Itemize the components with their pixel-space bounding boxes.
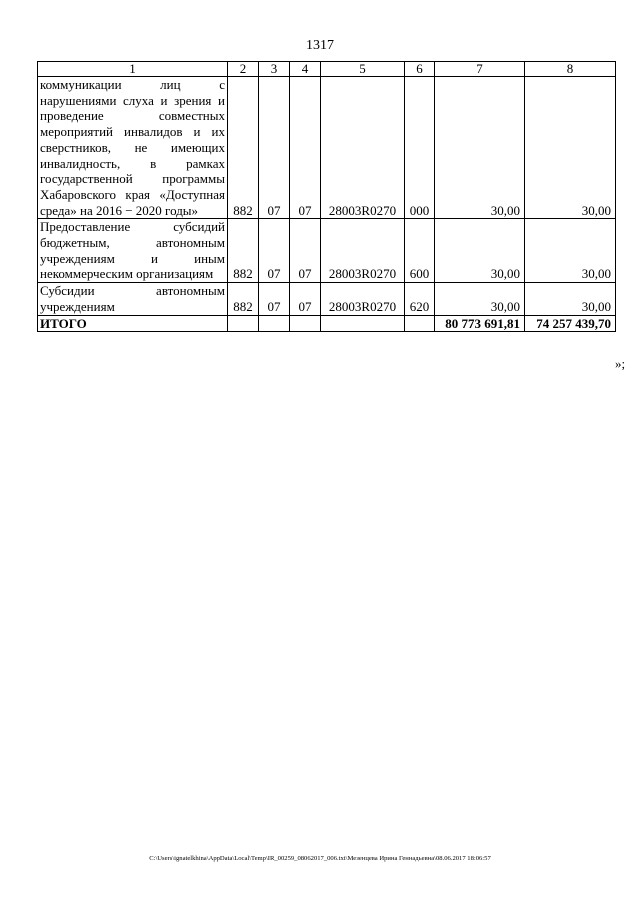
page-number: 1317 bbox=[306, 38, 334, 53]
footer-file-path: C:\Users\ignatelkhina\AppData\Local\Temp\IR_00259_08062017_006.txt\Мезенцева Ирина Геннадьевна\08.06.2017 18:06:57 bbox=[149, 855, 491, 862]
cell-subsection: 07 bbox=[290, 77, 321, 219]
empty-cell bbox=[228, 315, 259, 332]
cell-subsection: 07 bbox=[290, 219, 321, 283]
total-row bbox=[38, 315, 616, 332]
cell-section: 07 bbox=[259, 77, 290, 219]
budget-table bbox=[37, 61, 616, 332]
header-cell: 2 bbox=[228, 62, 259, 77]
cell-grbs: 882 bbox=[228, 283, 259, 315]
cell-amount-8: 30,00 bbox=[525, 77, 616, 219]
cell-expense-type: 000 bbox=[405, 77, 435, 219]
cell-target-article: 28003R0270 bbox=[321, 283, 405, 315]
cell-amount-7: 30,00 bbox=[435, 77, 525, 219]
cell-amount-8: 30,00 bbox=[525, 219, 616, 283]
total-label: ИТОГО bbox=[38, 315, 228, 332]
cell-amount-7: 30,00 bbox=[435, 283, 525, 315]
header-cell: 7 bbox=[435, 62, 525, 77]
total-amount-8: 74 257 439,70 bbox=[525, 315, 616, 332]
cell-target-article: 28003R0270 bbox=[321, 219, 405, 283]
closing-mark: »; bbox=[615, 356, 626, 371]
empty-cell bbox=[290, 315, 321, 332]
row-name: Субсидии автономным учреждениям bbox=[38, 283, 228, 315]
total-amount-7: 80 773 691,81 bbox=[435, 315, 525, 332]
header-cell: 8 bbox=[525, 62, 616, 77]
cell-expense-type: 620 bbox=[405, 283, 435, 315]
header-cell: 6 bbox=[405, 62, 435, 77]
cell-section: 07 bbox=[259, 283, 290, 315]
cell-target-article: 28003R0270 bbox=[321, 77, 405, 219]
cell-subsection: 07 bbox=[290, 283, 321, 315]
cell-grbs: 882 bbox=[228, 219, 259, 283]
empty-cell bbox=[321, 315, 405, 332]
table-row bbox=[38, 77, 616, 219]
row-name: Предоставление субсидий бюджетным, автономным учреждениям и иным некоммерческим организациям bbox=[38, 219, 228, 283]
empty-cell bbox=[405, 315, 435, 332]
cell-amount-7: 30,00 bbox=[435, 219, 525, 283]
empty-cell bbox=[259, 315, 290, 332]
header-cell: 4 bbox=[290, 62, 321, 77]
table-header-row bbox=[38, 62, 616, 77]
cell-amount-8: 30,00 bbox=[525, 283, 616, 315]
cell-section: 07 bbox=[259, 219, 290, 283]
cell-expense-type: 600 bbox=[405, 219, 435, 283]
header-cell: 1 bbox=[38, 62, 228, 77]
header-cell: 5 bbox=[321, 62, 405, 77]
table-row bbox=[38, 283, 616, 315]
table-row bbox=[38, 219, 616, 283]
cell-grbs: 882 bbox=[228, 77, 259, 219]
header-cell: 3 bbox=[259, 62, 290, 77]
row-name: коммуникации лиц с нарушениями слуха и зрения и проведение совместных мероприятий инвалидов и их сверстников, не имеющих инвалидность, в рамках государственной программы Хабаровского края «Доступная среда» на 2016 − 2020 годы» bbox=[38, 77, 228, 219]
